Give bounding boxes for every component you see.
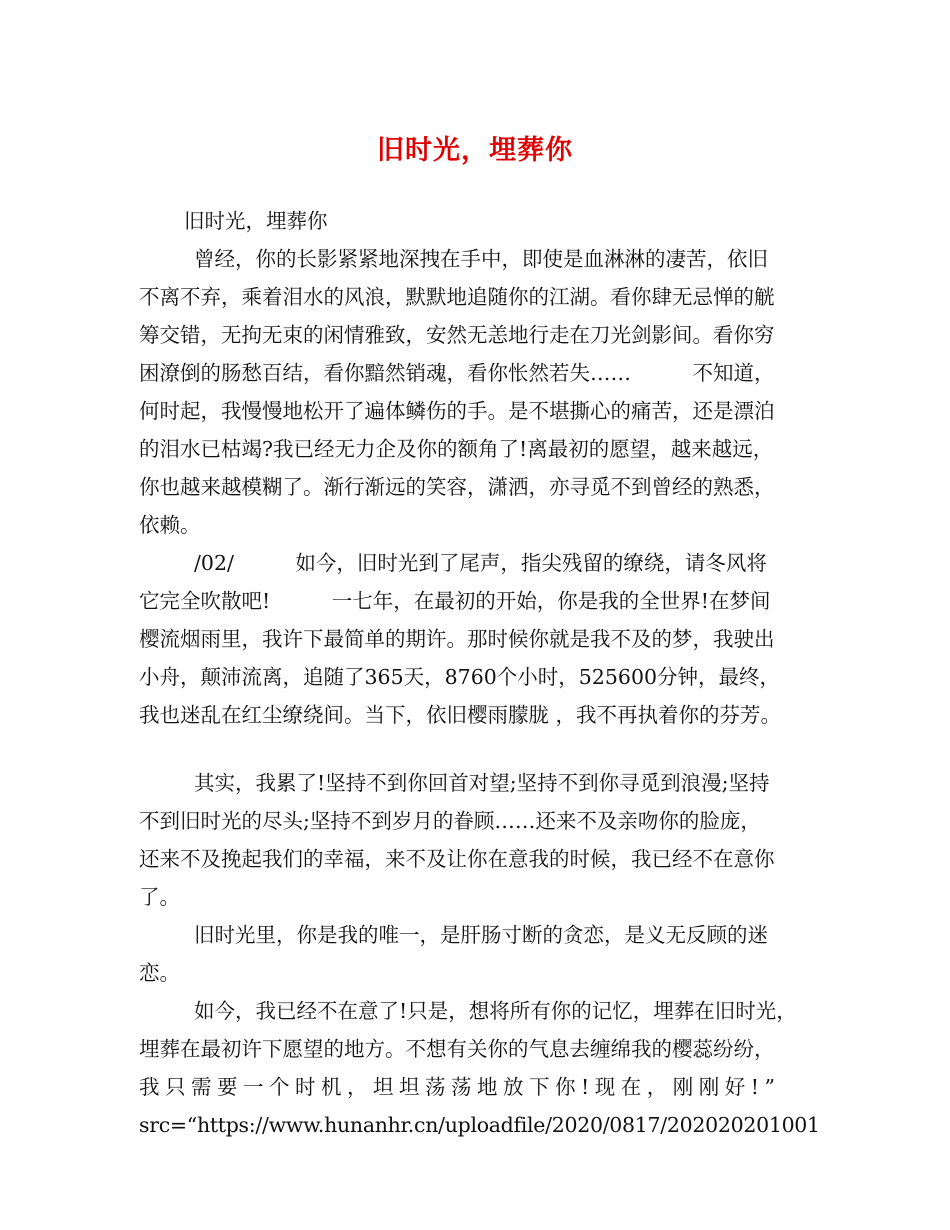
text-line: 不到旧时光的尽头;坚持不到岁月的眷顾……还来不及亲吻你的脸庞， bbox=[139, 809, 761, 833]
text-line: 埋葬在最初许下愿望的地方。不想有关你的气息去缠绵我的樱蕊纷纷， bbox=[139, 1037, 775, 1061]
text-line: 如今，我已经不在意了!只是，想将所有你的记忆，埋葬在旧时光， bbox=[194, 999, 797, 1023]
text-line: 曾经，你的长影紧紧地深拽在手中，即使是血淋淋的凄苦，依旧 bbox=[194, 247, 768, 271]
text-line: 我只需要一个时机，坦坦荡荡地放下你!现在，刚刚好!” bbox=[139, 1075, 781, 1099]
text-line: 了。 bbox=[139, 885, 180, 909]
text-line: 何时起，我慢慢地松开了遍体鳞伤的手。是不堪撕心的痛苦，还是漂泊 bbox=[139, 399, 775, 423]
text-line: 不离不弃，乘着泪水的风浪，默默地追随你的江湖。看你肆无忌惮的觥 bbox=[139, 285, 775, 309]
text-line: 依赖。 bbox=[139, 513, 201, 537]
text-line: 旧时光里，你是我的唯一，是肝肠寸断的贪恋，是义无反顾的迷 bbox=[194, 923, 768, 947]
text-line: 恋。 bbox=[139, 961, 180, 985]
text-line: 旧时光，埋葬你 bbox=[184, 209, 328, 233]
text-line: src=“https://www.hunanhr.cn/uploadfile/2020/0817/202020201001 bbox=[139, 1113, 820, 1137]
text-line: 小舟，颠沛流离，追随了365天，8760个小时，525600分钟，最终， bbox=[139, 665, 781, 689]
document-title: 旧时光，埋葬你 bbox=[377, 135, 573, 166]
text-line: 困潦倒的肠愁百结，看你黯然销魂，看你怅然若失…… 不知道， bbox=[139, 361, 775, 385]
text-line: 筹交错，无拘无束的闲情雅致，安然无恙地行走在刀光剑影间。看你穷 bbox=[139, 323, 775, 347]
text-line: 你也越来越模糊了。渐行渐远的笑容，潇洒，亦寻觅不到曾经的熟悉， bbox=[139, 475, 775, 499]
text-line: 的泪水已枯竭?我已经无力企及你的额角了!离最初的愿望，越来越远， bbox=[139, 437, 774, 461]
text-line: 我也迷乱在红尘缭绕间。当下，依旧樱雨朦胧 ，我不再执着你的芬芳。 bbox=[139, 703, 782, 727]
text-line: 它完全吹散吧! 一七年，在最初的开始，你是我的全世界!在梦间 bbox=[139, 589, 771, 613]
text-line: 其实，我累了!坚持不到你回首对望;坚持不到你寻觅到浪漫;坚持 bbox=[194, 771, 770, 795]
text-line: 樱流烟雨里，我许下最简单的期许。那时候你就是我不及的梦，我驶出 bbox=[139, 627, 775, 651]
text-line: /02/ 如今，旧时光到了尾声，指尖残留的缭绕，请冬风将 bbox=[194, 551, 767, 575]
text-line: 还来不及挽起我们的幸福，来不及让你在意我的时候，我已经不在意你 bbox=[139, 847, 775, 871]
